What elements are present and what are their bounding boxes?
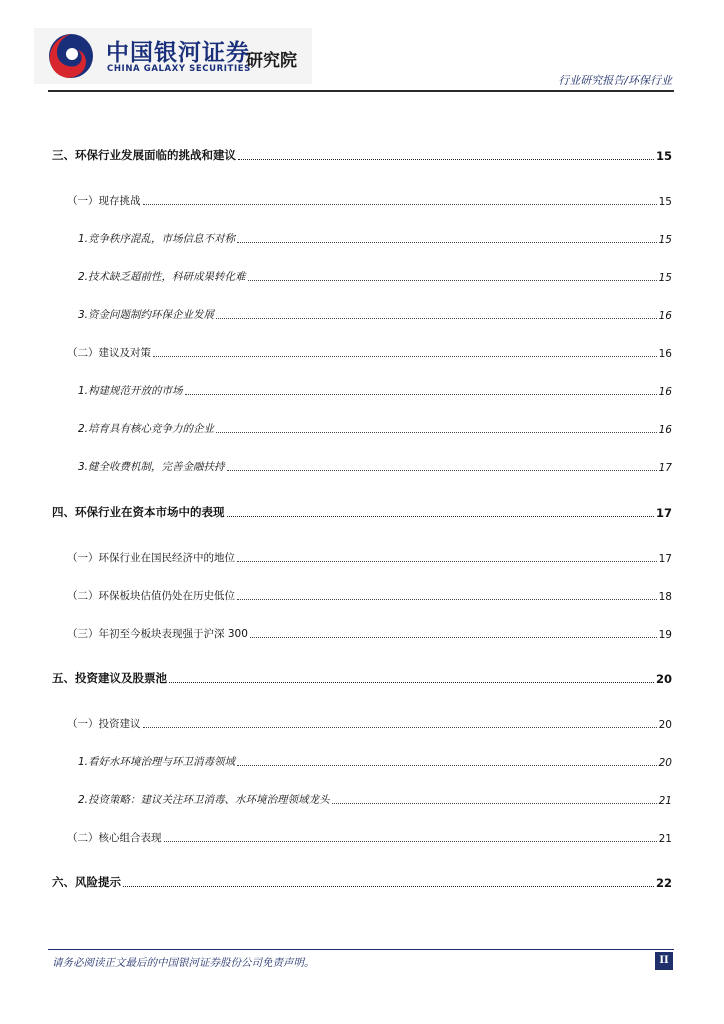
logo-english-name: CHINA GALAXY SECURITIES (107, 64, 251, 74)
report-type-label: 行业研究报告/环保行业 (558, 74, 672, 87)
toc-entry[interactable] (52, 504, 672, 520)
toc-entry[interactable] (67, 549, 672, 565)
toc-title: （三）年初至今板块表现强于沪深 300 (67, 628, 248, 640)
toc-page: 20 (658, 757, 672, 769)
toc-page: 15 (658, 234, 672, 246)
toc-entry[interactable] (78, 753, 672, 769)
toc-leader-dots (143, 727, 657, 728)
toc-title: （二）建议及对策 (67, 347, 151, 359)
toc-leader-dots (237, 561, 657, 562)
toc-leader-dots (169, 682, 654, 683)
toc-page: 16 (658, 310, 672, 322)
toc-page: 15 (658, 196, 672, 208)
toc-page: 15 (658, 272, 672, 284)
toc-title: （二）环保板块估值仍处在历史低位 (67, 590, 235, 602)
toc-entry[interactable] (67, 192, 672, 208)
toc-leader-dots (237, 242, 657, 243)
toc-title: （一）现存挑战 (67, 195, 141, 207)
toc-entry[interactable] (78, 458, 672, 474)
toc-page: 17 (658, 462, 672, 474)
toc-leader-dots (216, 432, 657, 433)
toc-entry[interactable] (78, 268, 672, 284)
toc-page: 17 (658, 553, 672, 565)
toc-title: 1.构建规范开放的市场 (78, 385, 183, 397)
toc-leader-dots (248, 280, 657, 281)
toc-entry[interactable] (52, 147, 672, 163)
toc-page: 20 (658, 719, 672, 731)
toc-page: 20 (655, 672, 672, 686)
toc-page: 15 (655, 149, 672, 163)
toc-leader-dots (332, 803, 657, 804)
toc-title: 1.看好水环境治理与环卫消毒领域 (78, 756, 236, 768)
toc-leader-dots (237, 599, 657, 600)
toc-page: 22 (655, 876, 672, 890)
toc-entry[interactable] (78, 791, 672, 807)
footer-divider (48, 949, 674, 950)
toc-title: 六、风险提示 (52, 875, 121, 889)
toc-page: 19 (658, 629, 672, 641)
toc-title: （一）投资建议 (67, 718, 141, 730)
toc-title: 2.技术缺乏超前性，科研成果转化难 (78, 271, 246, 283)
toc-leader-dots (227, 470, 657, 471)
toc-leader-dots (250, 637, 657, 638)
toc-page: 18 (658, 591, 672, 603)
toc-page: 16 (658, 348, 672, 360)
toc-title: 3.健全收费机制，完善金融扶持 (78, 461, 225, 473)
toc-entry[interactable] (52, 670, 672, 686)
toc-title: 1.竞争秩序混乱，市场信息不对称 (78, 233, 236, 245)
footer-disclaimer: 请务必阅读正文最后的中国银河证券股份公司免责声明。 (52, 957, 315, 969)
toc-page: 21 (658, 833, 672, 845)
toc-entry[interactable] (78, 382, 672, 398)
toc-entry[interactable] (78, 230, 672, 246)
toc-leader-dots (227, 516, 654, 517)
toc-entry[interactable] (78, 420, 672, 436)
toc-entry[interactable] (78, 306, 672, 322)
toc-page: 21 (658, 795, 672, 807)
logo-institute-label: 研究院 (246, 51, 297, 71)
toc-entry[interactable] (67, 625, 672, 641)
toc-page: 17 (655, 506, 672, 520)
toc-entry[interactable] (52, 874, 672, 890)
toc-title: 五、投资建议及股票池 (52, 671, 167, 685)
toc-leader-dots (216, 318, 657, 319)
toc-leader-dots (153, 356, 657, 357)
toc-leader-dots (143, 204, 657, 205)
toc-title: （一）环保行业在国民经济中的地位 (67, 552, 235, 564)
toc-entry[interactable] (67, 344, 672, 360)
toc-leader-dots (123, 886, 654, 887)
toc-entry[interactable] (67, 715, 672, 731)
toc-title: （二）核心组合表现 (67, 832, 162, 844)
toc-leader-dots (185, 394, 657, 395)
toc-entry[interactable] (67, 587, 672, 603)
toc-leader-dots (237, 765, 657, 766)
toc-page: 16 (658, 386, 672, 398)
toc-title: 2.培育具有核心竞争力的企业 (78, 423, 215, 435)
logo-chinese-name: 中国银河证券 (106, 40, 250, 66)
toc-title: 3.资金问题制约环保企业发展 (78, 309, 215, 321)
toc-leader-dots (238, 159, 654, 160)
toc-title: 2.投资策略：建议关注环卫消毒、水环境治理领域龙头 (78, 794, 330, 806)
toc-leader-dots (164, 841, 657, 842)
toc-title: 三、环保行业发展面临的挑战和建议 (52, 148, 236, 162)
toc-title: 四、环保行业在资本市场中的表现 (52, 505, 225, 519)
page-number-badge: II (655, 952, 673, 970)
toc-page: 16 (658, 424, 672, 436)
toc-entry[interactable] (67, 829, 672, 845)
